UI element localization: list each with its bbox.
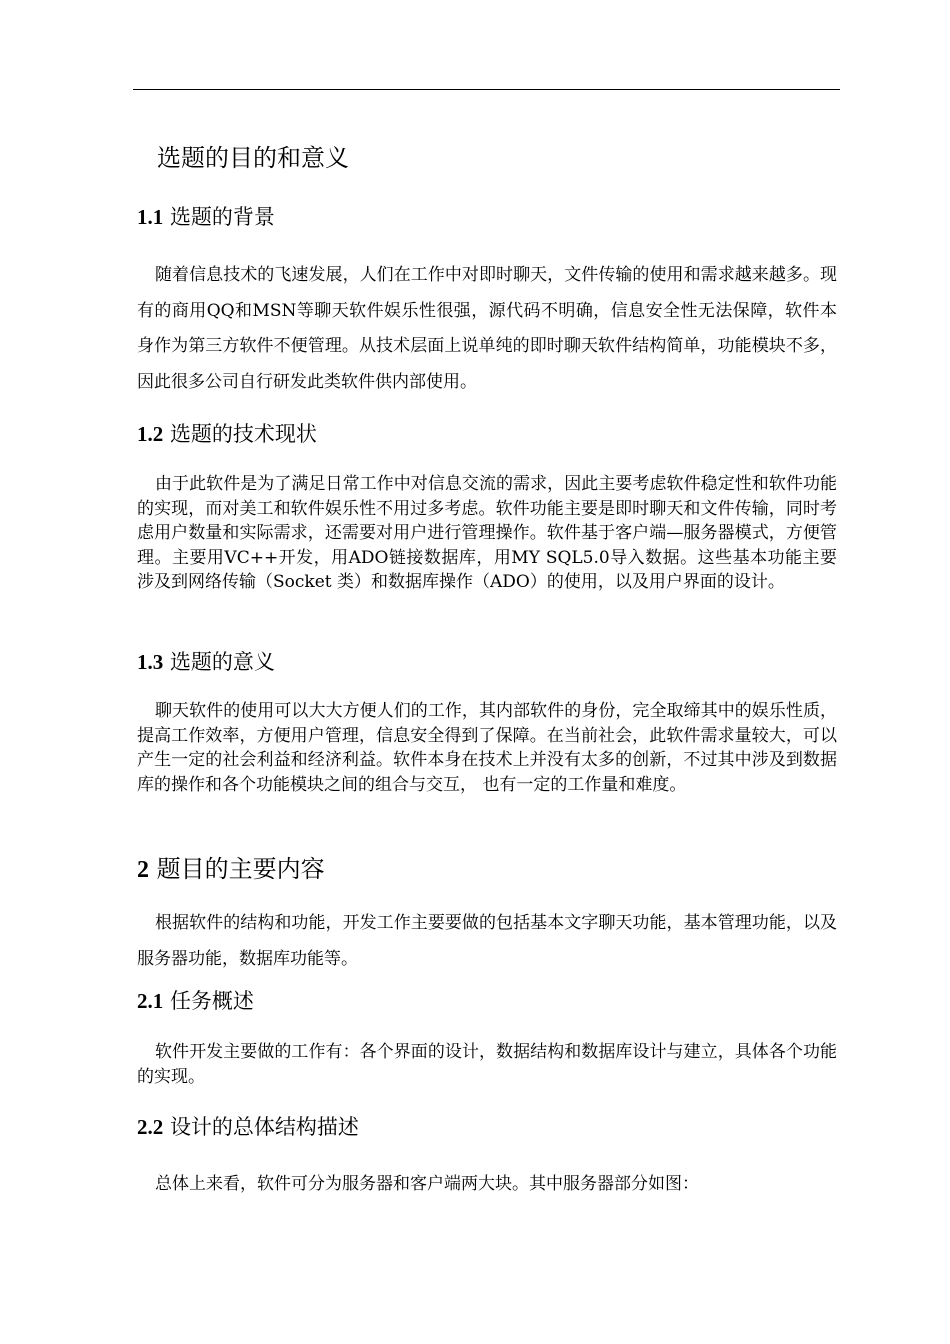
section-number: 2.2 <box>137 1115 164 1139</box>
section-heading-2-1 <box>137 985 837 1015</box>
section-body-1-1: 随着信息技术的飞速发展，人们在工作中对即时聊天，文件传输的使用和需求越来越多。现有的商用QQ和MSN等聊天软件娱乐性很强，源代码不明确，信息安全性无法保障，软件本身作为第三方软件不便管理。从技术层面上说单纯的即时聊天软件结构简单，功能模块不多，因此很多公司自行研发此类软件供内部使用。 <box>137 265 837 392</box>
section-body-1-3: 聊天软件的使用可以大大方便人们的工作，其内部软件的身份，完全取缔其中的娱乐性质，提高工作效率，方便用户管理，信息安全得到了保障。在当前社会，此软件需求量较大，可以产生一定的社会利益和经济利益。软件本身在技术上并没有太多的创新，不过其中涉及到数据库的操作和各个功能模块之间的组合与交互， 也有一定的工作量和难度。 <box>137 701 837 795</box>
section-number: 1.2 <box>137 422 164 446</box>
section-number: 1.3 <box>137 650 164 674</box>
page-title: 选题的目的和意义 <box>157 144 349 172</box>
section-heading-2-2 <box>137 1111 837 1141</box>
section-title: 选题的背景 <box>169 205 275 229</box>
section-title: 设计的总体结构描述 <box>169 1115 359 1139</box>
section-title: 选题的技术现状 <box>169 422 317 446</box>
section-body-1-2: 由于此软件是为了满足日常工作中对信息交流的需求，因此主要考虑软件稳定性和软件功能的实现，而对美工和软件娱乐性不用过多考虑。软件功能主要是即时聊天和文件传输，同时考虑用户数量和实际需求，还需要对用户进行管理操作。软件基于客户端—服务器模式，方便管理。主要用VC++开发，用ADO链接数据库，用MY SQL5.0导入数据。这些基本功能主要涉及到网络传输（Socket 类）和数据库操作（ADO）的使用，以及用户界面的设计。 <box>137 474 837 593</box>
section-body-2: 根据软件的结构和功能，开发工作主要要做的包括基本文字聊天功能，基本管理功能，以及服务器功能，数据库功能等。 <box>137 913 837 969</box>
header-rule <box>133 89 840 90</box>
section-title: 任务概述 <box>169 989 254 1013</box>
section-title: 选题的意义 <box>169 650 275 674</box>
section-number: 2.1 <box>137 989 164 1013</box>
section-heading-2 <box>137 849 837 884</box>
section-number: 1.1 <box>137 205 164 229</box>
section-number: 2 <box>137 857 149 883</box>
section-heading-1-1 <box>137 201 837 231</box>
section-heading-1-2 <box>137 418 837 448</box>
section-body-2-1: 软件开发主要做的工作有：各个界面的设计，数据结构和数据库设计与建立，具体各个功能的实现。 <box>137 1042 837 1087</box>
section-title: 题目的主要内容 <box>156 855 325 883</box>
section-heading-1-3 <box>137 646 837 676</box>
section-body-2-2: 总体上来看，软件可分为服务器和客户端两大块。其中服务器部分如图： <box>155 1174 699 1194</box>
